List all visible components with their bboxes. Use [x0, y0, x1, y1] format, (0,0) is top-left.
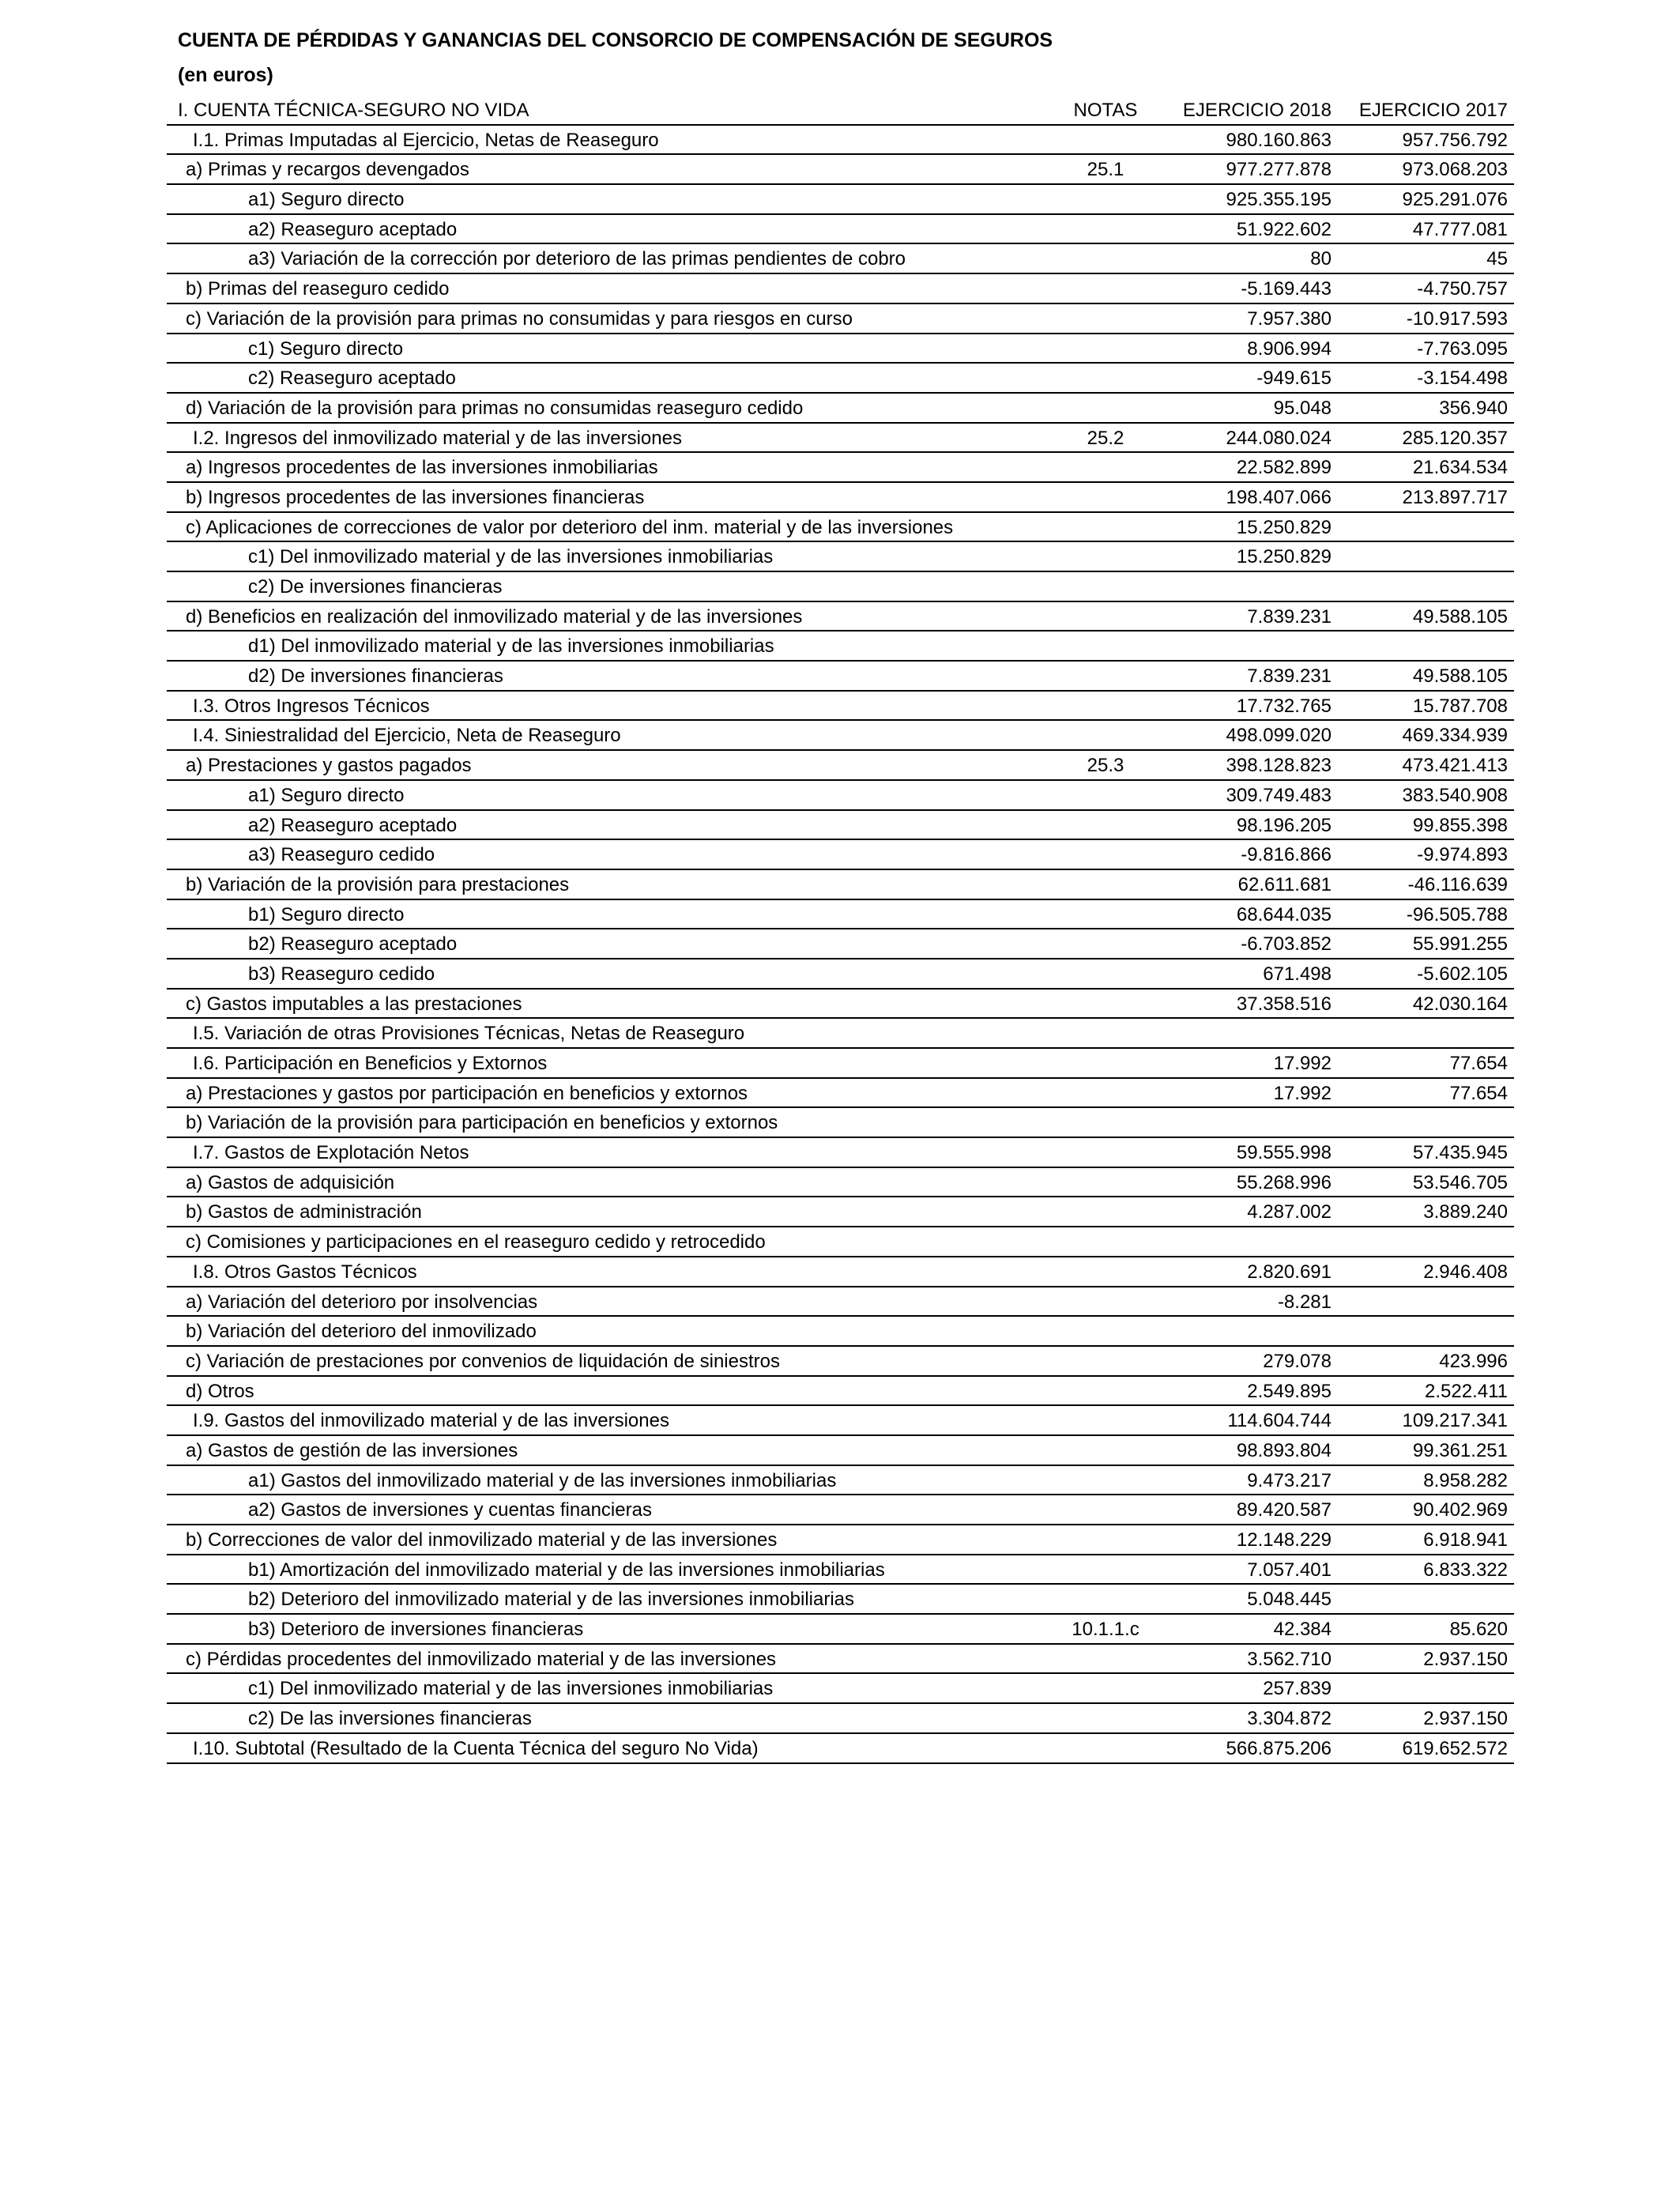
- row-value-2018: 51.922.602: [1236, 218, 1332, 240]
- table-row: [167, 1079, 1514, 1109]
- table-row: [167, 1436, 1514, 1466]
- table-row: [167, 1525, 1514, 1555]
- row-label: c1) Del inmovilizado material y de las inversiones inmobiliarias: [248, 1678, 774, 1700]
- row-value-2018: 98.196.205: [1236, 814, 1332, 836]
- row-value-2017: 619.652.572: [1402, 1737, 1508, 1759]
- row-label: c1) Seguro directo: [248, 337, 404, 360]
- table-row: [167, 1049, 1514, 1079]
- table-header-row: [167, 96, 1514, 126]
- row-value-2017: 6.918.941: [1423, 1529, 1508, 1551]
- row-label: c) Comisiones y participaciones en el reaseguro cedido y retrocedido: [186, 1231, 766, 1253]
- row-value-2018: 7.057.401: [1247, 1559, 1332, 1581]
- table-row: [167, 781, 1514, 811]
- table-row: [167, 692, 1514, 722]
- row-label: I.5. Variación de otras Provisiones Técnicas, Netas de Reaseguro: [193, 1023, 745, 1045]
- row-value-2018: 89.420.587: [1236, 1499, 1332, 1521]
- table-row: [167, 1317, 1514, 1347]
- row-value-2018: 42.384: [1273, 1619, 1332, 1641]
- row-value-2017: 973.068.203: [1402, 159, 1508, 181]
- table-row: [167, 155, 1514, 185]
- table-row: [167, 215, 1514, 245]
- row-label: a1) Seguro directo: [248, 784, 405, 806]
- row-value-2017: 49.588.105: [1412, 605, 1508, 628]
- row-label: b3) Deterioro de inversiones financieras: [248, 1619, 584, 1641]
- row-label: c) Gastos imputables a las prestaciones: [186, 993, 522, 1015]
- table-row: [167, 1257, 1514, 1287]
- row-value-2017: -5.602.105: [1417, 963, 1508, 985]
- row-value-2017: 77.654: [1449, 1082, 1508, 1104]
- row-label: I.9. Gastos del inmovilizado material y de las inversiones: [193, 1410, 669, 1432]
- row-value-2018: -9.816.866: [1241, 844, 1332, 866]
- row-value-2018: -8.281: [1277, 1291, 1332, 1313]
- row-value-2018: 977.277.878: [1226, 159, 1332, 181]
- table-row: [167, 959, 1514, 990]
- row-notes: 10.1.1.c: [1072, 1619, 1139, 1641]
- table-row: [167, 1674, 1514, 1704]
- row-value-2017: 53.546.705: [1412, 1171, 1508, 1193]
- table-row: [167, 990, 1514, 1020]
- table-row: [167, 334, 1514, 364]
- row-value-2018: -949.615: [1256, 368, 1332, 390]
- row-value-2017: 8.958.282: [1423, 1469, 1508, 1491]
- row-label: a2) Gastos de inversiones y cuentas financieras: [248, 1499, 652, 1521]
- row-value-2018: 7.839.231: [1247, 665, 1332, 688]
- row-value-2018: 62.611.681: [1237, 873, 1332, 895]
- row-label: b3) Reaseguro cedido: [248, 963, 435, 985]
- row-value-2017: -3.154.498: [1417, 368, 1508, 390]
- table-row: [167, 751, 1514, 781]
- row-value-2018: -5.169.443: [1241, 278, 1332, 300]
- row-value-2018: 2.549.895: [1247, 1380, 1332, 1402]
- row-value-2018: 3.304.872: [1247, 1708, 1332, 1730]
- row-value-2017: 45: [1486, 248, 1508, 270]
- table-row: [167, 126, 1514, 156]
- row-value-2018: 980.160.863: [1226, 129, 1332, 151]
- table-row: [167, 304, 1514, 334]
- table-row: [167, 394, 1514, 424]
- year-2017-column-header: EJERCICIO 2017: [1358, 100, 1508, 121]
- row-value-2018: 68.644.035: [1236, 903, 1332, 925]
- row-label: a2) Reaseguro aceptado: [248, 218, 458, 240]
- row-label: c2) De las inversiones financieras: [248, 1708, 532, 1730]
- row-label: c2) De inversiones financieras: [248, 576, 503, 598]
- row-label: d) Beneficios en realización del inmovilizado material y de las inversiones: [186, 605, 803, 628]
- row-value-2017: 2.937.150: [1423, 1708, 1508, 1730]
- row-value-2017: 383.540.908: [1402, 784, 1508, 806]
- row-value-2018: 17.732.765: [1236, 695, 1332, 717]
- table-row: [167, 1704, 1514, 1734]
- row-notes: 25.1: [1087, 159, 1124, 181]
- row-value-2018: 95.048: [1273, 397, 1332, 419]
- row-value-2018: 37.358.516: [1236, 993, 1332, 1015]
- row-label: I.4. Siniestralidad del Ejercicio, Neta de Reaseguro: [193, 725, 621, 747]
- table-row: [167, 364, 1514, 394]
- table-row: [167, 840, 1514, 870]
- row-value-2017: 57.435.945: [1412, 1142, 1508, 1164]
- table-row: [167, 1466, 1514, 1496]
- row-value-2017: 77.654: [1449, 1053, 1508, 1074]
- row-label: I.7. Gastos de Explotación Netos: [193, 1142, 469, 1164]
- table-row: [167, 1197, 1514, 1227]
- table-row: [167, 1287, 1514, 1318]
- row-value-2018: 15.250.829: [1236, 516, 1332, 538]
- row-value-2017: 423.996: [1439, 1350, 1508, 1372]
- table-row: [167, 244, 1514, 274]
- row-label: b) Variación de la provisión para prestaciones: [186, 873, 570, 895]
- row-value-2017: 6.833.322: [1423, 1559, 1508, 1581]
- row-label: b) Ingresos procedentes de las inversiones financieras: [186, 486, 645, 508]
- table-row: [167, 1495, 1514, 1525]
- row-label: d) Variación de la provisión para primas no consumidas reaseguro cedido: [186, 397, 804, 419]
- table-row: [167, 602, 1514, 632]
- row-value-2017: 99.855.398: [1412, 814, 1508, 836]
- row-value-2018: 8.906.994: [1247, 337, 1332, 360]
- row-value-2017: 85.620: [1449, 1619, 1508, 1641]
- table-row: [167, 274, 1514, 304]
- row-label: c) Aplicaciones de correcciones de valor por deterioro del inm. material y de las inversiones: [186, 516, 954, 538]
- row-label: b1) Amortización del inmovilizado material y de las inversiones inmobiliarias: [248, 1559, 885, 1581]
- row-label: d1) Del inmovilizado material y de las inversiones inmobiliarias: [248, 635, 774, 658]
- table-row: [167, 453, 1514, 483]
- table-row: [167, 1019, 1514, 1049]
- row-value-2017: 925.291.076: [1402, 189, 1508, 211]
- row-label: c) Variación de prestaciones por convenios de liquidación de siniestros: [186, 1350, 780, 1372]
- table-row: [167, 1168, 1514, 1198]
- row-label: a1) Gastos del inmovilizado material y de las inversiones inmobiliarias: [248, 1469, 837, 1491]
- row-value-2017: 2.937.150: [1423, 1648, 1508, 1670]
- row-label: I.10. Subtotal (Resultado de la Cuenta Técnica del seguro No Vida): [193, 1737, 759, 1759]
- row-label: a) Gastos de gestión de las inversiones: [186, 1439, 518, 1461]
- table-row: [167, 1227, 1514, 1257]
- row-value-2017: -4.750.757: [1417, 278, 1508, 300]
- row-label: a3) Reaseguro cedido: [248, 844, 435, 866]
- row-label: c) Variación de la provisión para primas no consumidas y para riesgos en curso: [186, 307, 853, 330]
- row-value-2017: -10.917.593: [1406, 307, 1508, 330]
- row-value-2017: 47.777.081: [1412, 218, 1508, 240]
- row-label: I.3. Otros Ingresos Técnicos: [193, 695, 430, 717]
- table-row: [167, 1377, 1514, 1407]
- row-value-2018: 198.407.066: [1226, 486, 1332, 508]
- table-body: [167, 126, 1514, 1764]
- table-row: [167, 662, 1514, 692]
- row-label: a) Prestaciones y gastos pagados: [186, 755, 472, 777]
- row-value-2018: 671.498: [1263, 963, 1332, 985]
- row-label: d2) De inversiones financieras: [248, 665, 503, 688]
- row-value-2018: 257.839: [1263, 1678, 1332, 1700]
- row-value-2018: 7.839.231: [1247, 605, 1332, 628]
- row-label: c) Pérdidas procedentes del inmovilizado material y de las inversiones: [186, 1648, 777, 1670]
- row-value-2017: 473.421.413: [1402, 755, 1508, 777]
- row-label: a) Ingresos procedentes de las inversiones inmobiliarias: [186, 457, 658, 479]
- table-row: [167, 811, 1514, 841]
- row-value-2018: 398.128.823: [1226, 755, 1332, 777]
- row-value-2018: 22.582.899: [1236, 457, 1332, 479]
- row-label: I.6. Participación en Beneficios y Extornos: [193, 1053, 548, 1074]
- table-row: [167, 870, 1514, 900]
- row-label: b2) Deterioro del inmovilizado material y de las inversiones inmobiliarias: [248, 1589, 855, 1611]
- row-value-2018: 55.268.996: [1236, 1171, 1332, 1193]
- row-label: b) Variación de la provisión para participación en beneficios y extornos: [186, 1112, 778, 1134]
- row-label: I.1. Primas Imputadas al Ejercicio, Netas de Reaseguro: [193, 129, 659, 151]
- row-value-2018: 12.148.229: [1236, 1529, 1332, 1551]
- row-value-2017: -46.116.639: [1407, 873, 1508, 895]
- table-row: [167, 185, 1514, 215]
- table-row: [167, 900, 1514, 930]
- row-value-2018: 17.992: [1273, 1082, 1332, 1104]
- row-value-2017: 109.217.341: [1402, 1410, 1508, 1432]
- row-label: I.8. Otros Gastos Técnicos: [193, 1261, 417, 1283]
- row-value-2018: 15.250.829: [1236, 546, 1332, 568]
- row-label: a3) Variación de la corrección por deterioro de las primas pendientes de cobro: [248, 248, 906, 270]
- row-label: c2) Reaseguro aceptado: [248, 368, 456, 390]
- row-label: a1) Seguro directo: [248, 189, 405, 211]
- row-value-2018: 7.957.380: [1247, 307, 1332, 330]
- row-value-2017: 99.361.251: [1412, 1439, 1508, 1461]
- row-value-2017: 356.940: [1439, 397, 1508, 419]
- row-value-2018: 498.099.020: [1226, 725, 1332, 747]
- row-label: b2) Reaseguro aceptado: [248, 933, 458, 956]
- row-value-2017: 2.522.411: [1425, 1380, 1508, 1402]
- row-label: I.2. Ingresos del inmovilizado material y de las inversiones: [193, 427, 682, 449]
- table-row: [167, 1734, 1514, 1764]
- row-label: a) Primas y recargos devengados: [186, 159, 469, 181]
- row-value-2018: 309.749.483: [1226, 784, 1332, 806]
- row-value-2017: 285.120.357: [1402, 427, 1508, 449]
- row-label: b) Gastos de administración: [186, 1201, 422, 1223]
- table-row: [167, 483, 1514, 513]
- table-row: [167, 1347, 1514, 1377]
- row-label: a) Gastos de adquisición: [186, 1171, 395, 1193]
- row-value-2017: 21.634.534: [1412, 457, 1508, 479]
- row-value-2017: -9.974.893: [1417, 844, 1508, 866]
- table-row: [167, 1585, 1514, 1615]
- row-value-2018: 566.875.206: [1226, 1737, 1332, 1759]
- table-row: [167, 1138, 1514, 1168]
- row-label: b1) Seguro directo: [248, 903, 405, 925]
- table-row: [167, 513, 1514, 543]
- table-row: [167, 929, 1514, 959]
- row-value-2018: 9.473.217: [1247, 1469, 1332, 1491]
- row-label: b) Primas del reaseguro cedido: [186, 278, 450, 300]
- document-title: CUENTA DE PÉRDIDAS Y GANANCIAS DEL CONSORCIO DE COMPENSACIÓN DE SEGUROS: [178, 29, 1053, 51]
- row-value-2018: 59.555.998: [1236, 1142, 1332, 1164]
- row-value-2017: 42.030.164: [1412, 993, 1508, 1015]
- row-value-2017: 15.787.708: [1412, 695, 1508, 717]
- row-value-2018: 925.355.195: [1226, 189, 1332, 211]
- row-value-2017: -96.505.788: [1406, 903, 1508, 925]
- row-value-2018: 17.992: [1273, 1053, 1332, 1074]
- row-value-2018: 279.078: [1263, 1350, 1332, 1372]
- row-value-2018: 5.048.445: [1247, 1589, 1332, 1611]
- table-row: [167, 1108, 1514, 1138]
- row-value-2017: 957.756.792: [1402, 129, 1508, 151]
- row-value-2017: 55.991.255: [1412, 933, 1508, 956]
- row-value-2017: 469.334.939: [1402, 725, 1508, 747]
- table-row: [167, 1406, 1514, 1436]
- row-value-2017: 49.588.105: [1412, 665, 1508, 688]
- table-row: [167, 572, 1514, 602]
- row-value-2018: 114.604.744: [1227, 1410, 1332, 1432]
- table-row: [167, 721, 1514, 751]
- row-notes: 25.3: [1087, 755, 1124, 777]
- row-value-2017: 3.889.240: [1423, 1201, 1508, 1223]
- row-label: a) Variación del deterioro por insolvencias: [186, 1291, 538, 1313]
- row-label: c1) Del inmovilizado material y de las inversiones inmobiliarias: [248, 546, 774, 568]
- row-value-2018: -6.703.852: [1241, 933, 1332, 956]
- year-2018-column-header: EJERCICIO 2018: [1182, 100, 1332, 121]
- row-value-2018: 3.562.710: [1247, 1648, 1332, 1670]
- document-subtitle: (en euros): [178, 64, 273, 86]
- row-label: d) Otros: [186, 1380, 254, 1402]
- row-value-2017: 2.946.408: [1423, 1261, 1508, 1283]
- row-value-2018: 80: [1310, 248, 1332, 270]
- row-value-2017: 213.897.717: [1402, 486, 1508, 508]
- row-value-2018: 4.287.002: [1247, 1201, 1332, 1223]
- row-value-2018: 98.893.804: [1236, 1439, 1332, 1461]
- row-value-2018: 2.820.691: [1247, 1261, 1332, 1283]
- row-label: b) Correcciones de valor del inmovilizado material y de las inversiones: [186, 1529, 778, 1551]
- notes-column-header: NOTAS: [1073, 100, 1138, 121]
- row-value-2018: 244.080.024: [1226, 427, 1332, 449]
- row-value-2017: 90.402.969: [1412, 1499, 1508, 1521]
- table-row: [167, 542, 1514, 572]
- row-value-2017: -7.763.095: [1417, 337, 1508, 360]
- table-row: [167, 424, 1514, 454]
- table-row: [167, 631, 1514, 662]
- row-label: b) Variación del deterioro del inmovilizado: [186, 1321, 537, 1343]
- table-row: [167, 1645, 1514, 1675]
- income-statement-table: [167, 96, 1514, 1764]
- section-header: I. CUENTA TÉCNICA-SEGURO NO VIDA: [178, 100, 529, 121]
- table-row: [167, 1615, 1514, 1645]
- row-label: a) Prestaciones y gastos por participación en beneficios y extornos: [186, 1082, 748, 1104]
- table-row: [167, 1555, 1514, 1585]
- row-label: a2) Reaseguro aceptado: [248, 814, 458, 836]
- row-notes: 25.2: [1087, 427, 1124, 449]
